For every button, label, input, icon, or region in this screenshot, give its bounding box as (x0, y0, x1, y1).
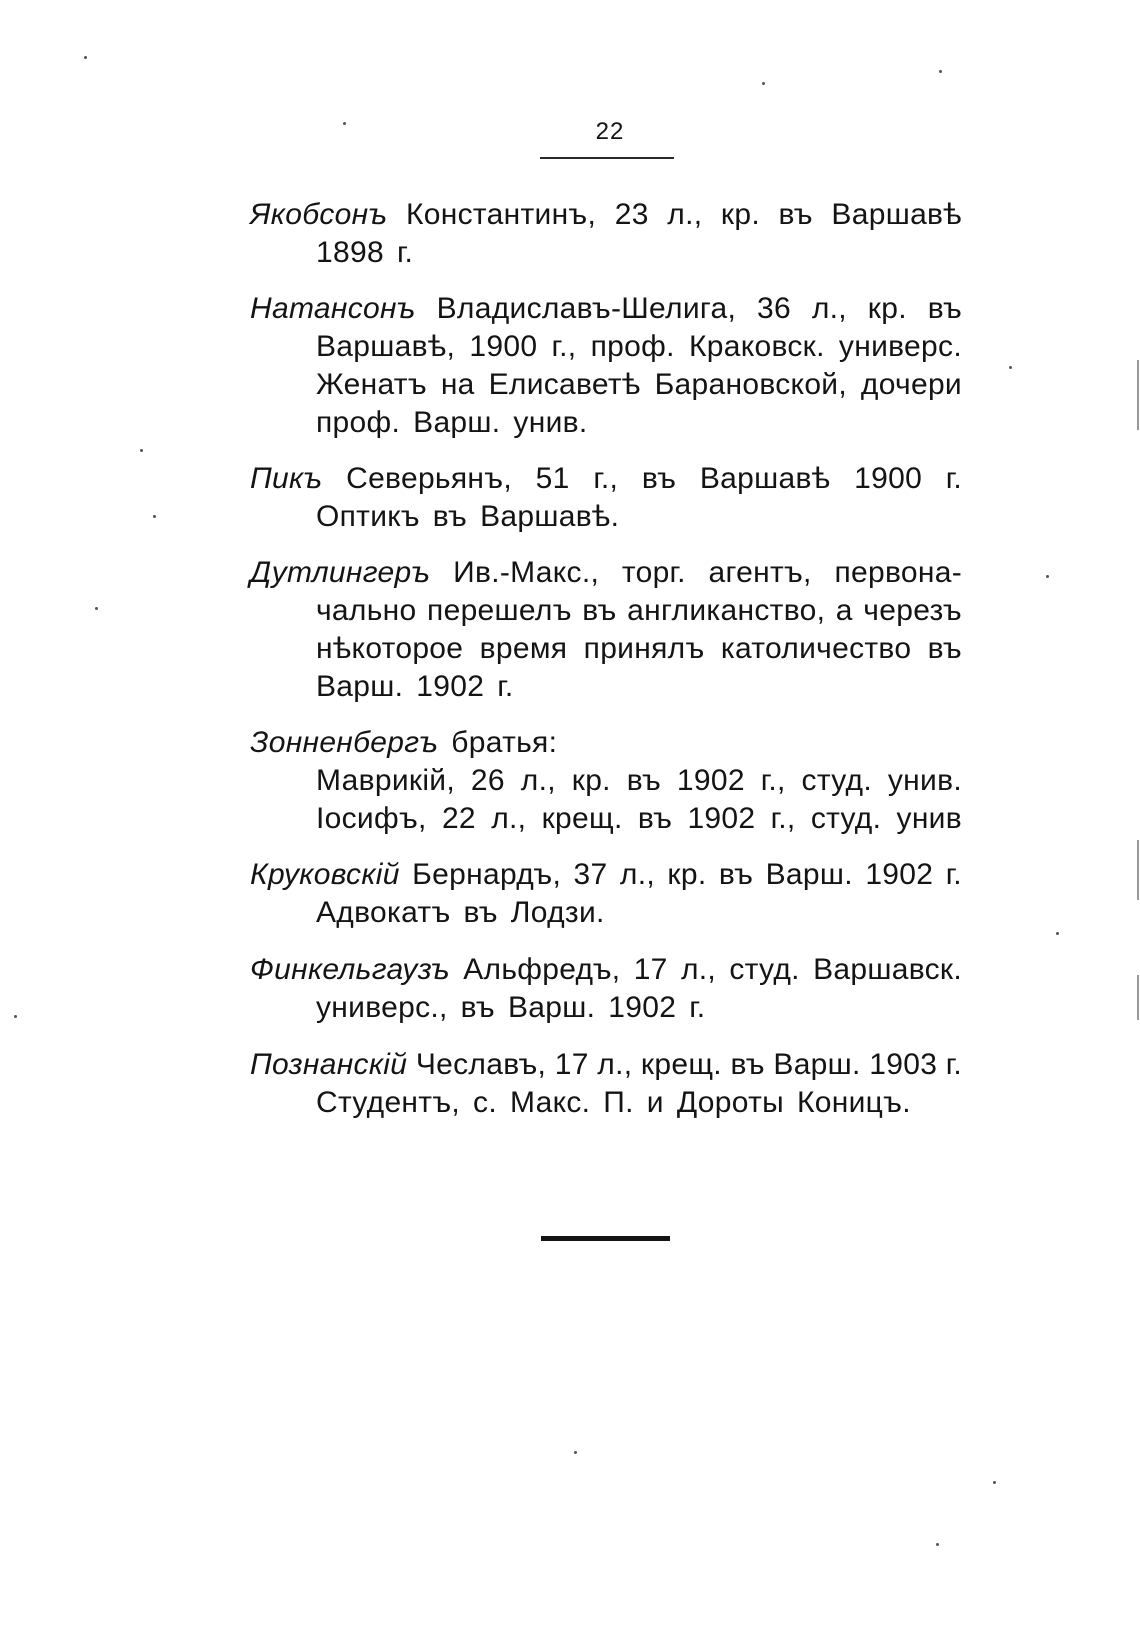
entry-word: въ (432, 500, 468, 533)
entry-word: кр. (667, 858, 707, 891)
scan-speck (993, 1481, 996, 1484)
entry-pik (250, 460, 962, 536)
entry-word: Елисаветѣ (488, 368, 641, 401)
entry-word: Варшавѣ, (316, 330, 456, 363)
entry-word: Варш. (316, 670, 404, 703)
entry-word: проф. (316, 406, 401, 439)
entry-word: л., (667, 198, 703, 231)
scan-speck (14, 1015, 17, 1018)
entry-word: Студентъ, (316, 1086, 461, 1119)
entry-word: въ (626, 764, 662, 797)
entry-word: унив. (887, 764, 962, 797)
entry-word: братья: (451, 726, 558, 759)
entry-surname: Зонненбергъ (250, 726, 439, 759)
entry-word: Бернардъ, (412, 858, 562, 891)
entry-word: П. (603, 1086, 634, 1119)
entry-word: универс., (316, 991, 448, 1024)
entry-word: 51 (535, 462, 570, 495)
entry-surname: Познанскій (250, 1048, 408, 1081)
scan-speck (1056, 932, 1059, 935)
entry-word: въ (637, 802, 673, 835)
scan-speck (574, 1451, 577, 1454)
entry-word: студ. (801, 764, 872, 797)
entry-word: г. (945, 858, 962, 891)
entry-word: и (646, 1086, 664, 1119)
scan-speck (84, 56, 87, 59)
entry-word: Константинъ, (405, 198, 597, 231)
scan-speck (343, 122, 346, 125)
entry-surname: Дутлингеръ (250, 556, 431, 589)
entry-surname: Натансонъ (250, 292, 416, 325)
entry-word: въ (718, 858, 754, 891)
entry-word: г., (770, 802, 796, 835)
entry-word: нѣкоторое (316, 632, 464, 665)
entry-word: черезъ (863, 594, 962, 627)
entry-word: въ (460, 991, 495, 1024)
entry-word: 36 (756, 292, 791, 325)
entry-word: Дороты (676, 1086, 784, 1119)
entry-word: л., (597, 1048, 633, 1081)
entry-word: 1903 (869, 1048, 938, 1081)
entry-finkelhaus (250, 951, 962, 1027)
entry-word: 1898 (316, 236, 384, 269)
entry-word: Лодзи. (510, 896, 605, 929)
entry-word: 1902 (865, 858, 934, 891)
entry-word: Варш. (773, 1048, 861, 1081)
entry-word: Коницъ. (797, 1086, 911, 1119)
entry-word: перешелъ (427, 594, 572, 627)
entry-word: кр. (867, 292, 907, 325)
scan-speck (153, 515, 156, 518)
entry-word: унив. (513, 406, 588, 439)
entry-word: Альфредъ, (463, 953, 621, 986)
entry-word: Ив.-Макс., (453, 556, 600, 589)
entry-word: 23 (614, 198, 649, 231)
entry-word: г., (760, 764, 786, 797)
entry-word: Владиславъ-Шелига, (436, 292, 737, 325)
scan-speck (95, 607, 98, 610)
entry-word: проф. (590, 330, 675, 363)
entry-natanson (250, 290, 962, 442)
entry-word: Женатъ (316, 368, 427, 401)
entry-sonnenberg (250, 724, 962, 838)
entry-word: Варшавск. (813, 953, 962, 986)
entry-word: Чеславъ, (415, 1048, 547, 1081)
entry-surname: Круковскій (250, 858, 400, 891)
entry-word: первона- (834, 556, 962, 589)
entry-word: 1902 (416, 670, 485, 703)
entry-word: г. (689, 991, 706, 1024)
entry-word: 1900 (469, 330, 538, 363)
scan-edge-mark (1137, 840, 1139, 900)
entry-word: л., (619, 858, 655, 891)
entry-word: 22 (441, 802, 476, 835)
entry-word: торг. (621, 556, 686, 589)
entry-word: въ (582, 594, 617, 627)
entry-word: Оптикъ (316, 500, 420, 533)
entry-word: Іосифъ, (316, 802, 427, 835)
entry-word: с. (473, 1086, 497, 1119)
entry-word: г. (396, 236, 414, 269)
entry-poznansky (250, 1046, 962, 1122)
entry-word: Северьянъ, (346, 462, 512, 495)
end-rule (541, 1236, 670, 1241)
page-number: 22 (595, 118, 625, 145)
entry-word: чально (316, 594, 417, 627)
entry-word: а (835, 594, 853, 627)
entry-word: Макс. (509, 1086, 591, 1119)
entry-word: л., (491, 802, 527, 835)
entry-word: Варш. (413, 406, 501, 439)
entry-jakobson (250, 196, 962, 272)
entry-surname: Якобсонъ (250, 198, 388, 231)
entry-word: въ (778, 198, 813, 231)
entry-word: въ (730, 1048, 765, 1081)
entry-word: 1902 (687, 802, 756, 835)
entry-word: въ (463, 896, 498, 929)
scan-edge-mark (1137, 360, 1139, 430)
entry-word: кр. (571, 764, 611, 797)
entry-word: Барановской, (654, 368, 847, 401)
entry-word: время (479, 632, 568, 665)
entry-word: студ. (810, 802, 882, 835)
entry-word: дочери (860, 368, 962, 401)
entry-word: Краковск. (688, 330, 825, 363)
scan-edge-mark (1137, 975, 1139, 1020)
entry-word: Варш. (765, 858, 853, 891)
entry-word: 1902 (676, 764, 745, 797)
scan-speck (762, 82, 765, 85)
scan-speck (936, 1543, 939, 1546)
entry-word: Адвокатъ (316, 896, 451, 929)
entry-word: крещ. (541, 802, 623, 835)
entry-word: унив (896, 802, 962, 835)
entry-word: 1900 (854, 462, 923, 495)
entry-word: въ (641, 462, 677, 495)
entry-word: л., (680, 953, 717, 986)
entry-word: агентъ, (708, 556, 812, 589)
entry-word: г., (551, 330, 577, 363)
entry-krukovsky (250, 856, 962, 932)
entry-word: г. (945, 1048, 962, 1081)
entry-word: Варшавѣ (699, 462, 831, 495)
entry-word: 37 (573, 858, 608, 891)
entry-surname: Финкельгаузъ (250, 953, 450, 986)
scan-speck (140, 449, 143, 452)
entry-word: универс. (838, 330, 962, 363)
entry-word: Маврикій, (316, 764, 455, 797)
entry-word: Варшавѣ (831, 198, 962, 231)
entry-word: 26 (470, 764, 505, 797)
entry-word: въ (927, 292, 962, 325)
entry-word: принялъ (583, 632, 705, 665)
scan-speck (1046, 575, 1049, 578)
entry-word: крещ. (640, 1048, 722, 1081)
entry-word: 1902 (608, 991, 677, 1024)
entry-word: англиканство, (627, 594, 826, 627)
scan-speck (1009, 366, 1012, 369)
entry-word: студ. (729, 953, 800, 986)
entry-word: 17 (633, 953, 668, 986)
entry-word: католичество (720, 632, 912, 665)
entry-word: 17 (554, 1048, 589, 1081)
entry-word: г. (497, 670, 514, 703)
entry-word: Варш. (507, 991, 596, 1024)
entry-word: кр. (720, 198, 760, 231)
entry-word: л., (811, 292, 847, 325)
entry-surname: Пикъ (250, 462, 323, 495)
entry-word: въ (927, 632, 962, 665)
entry-word: л., (520, 764, 556, 797)
entry-word: г., (593, 462, 619, 495)
entry-word: г. (945, 462, 962, 495)
entry-dutlinger (250, 554, 962, 706)
entry-word: на (440, 368, 475, 401)
scan-speck (939, 70, 942, 73)
entry-word: Варшавѣ. (480, 500, 620, 533)
